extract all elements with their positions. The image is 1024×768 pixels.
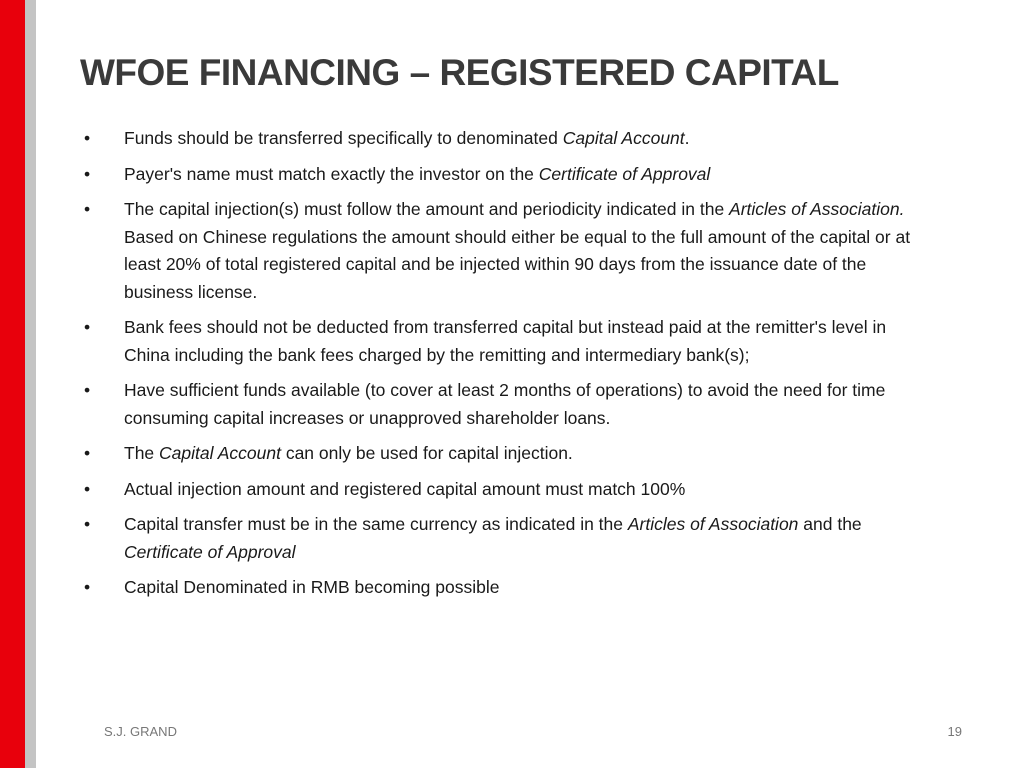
bullet-text-italic: Capital Account — [562, 128, 685, 148]
bullet-text: Capital transfer must be in the same currency as indicated in the — [124, 514, 628, 534]
bullet-text: Capital Denominated in RMB becoming possible — [124, 577, 500, 597]
bullet-item — [84, 377, 934, 432]
bullet-text-italic: Certificate of Approval — [538, 163, 711, 184]
bullet-item — [84, 574, 934, 602]
bullet-text: Actual injection amount and registered capital amount must match 100% — [124, 478, 686, 499]
bullet-text: Bank fees should not be deducted from transferred capital but instead paid at the remitter's level in China including the bank fees charged by the remitting and intermediary bank(s); — [124, 317, 887, 365]
bullet-text: and the — [798, 514, 862, 534]
page-number: 19 — [947, 724, 962, 739]
bullet-text: Have sufficient funds available (to cover at least 2 months of operations) to avoid the need for time consuming capital increases or unapproved shareholder loans. — [124, 380, 886, 428]
footer-author: S.J. GRAND — [104, 724, 177, 739]
bullet-text-italic: Articles of Association — [627, 514, 799, 534]
bullet-text: Based on Chinese regulations the amount should either be equal to the full amount of the capital or at least 20% of total registered capital and be injected within 90 days from the issuance date of the business license. — [124, 226, 911, 302]
bullet-text-italic: Articles of Association. — [729, 199, 905, 219]
bullet-item — [84, 125, 934, 153]
bullet-item — [84, 161, 934, 189]
slide-title: WFOE FINANCING – REGISTERED CAPITAL — [80, 52, 839, 93]
bullet-item — [84, 440, 934, 468]
bullet-list — [84, 125, 934, 610]
bullet-text: Payer's name must match exactly the investor on the — [124, 163, 539, 184]
bullet-item — [84, 196, 934, 306]
bullet-item — [84, 511, 934, 566]
bullet-item — [84, 476, 934, 504]
bullet-text: The — [124, 443, 160, 463]
accent-bar-red — [0, 0, 25, 768]
bullet-text: Funds should be transferred specifically to denominated — [124, 128, 563, 148]
bullet-text: The capital injection(s) must follow the amount and periodicity indicated in the — [124, 199, 730, 219]
bullet-item — [84, 314, 934, 369]
bullet-text-italic: Capital Account — [159, 443, 281, 463]
accent-bar-gray — [25, 0, 36, 768]
bullet-text: . — [684, 128, 690, 148]
bullet-text-italic: Certificate of Approval — [124, 541, 296, 562]
bullet-text: can only be used for capital injection. — [280, 443, 573, 463]
